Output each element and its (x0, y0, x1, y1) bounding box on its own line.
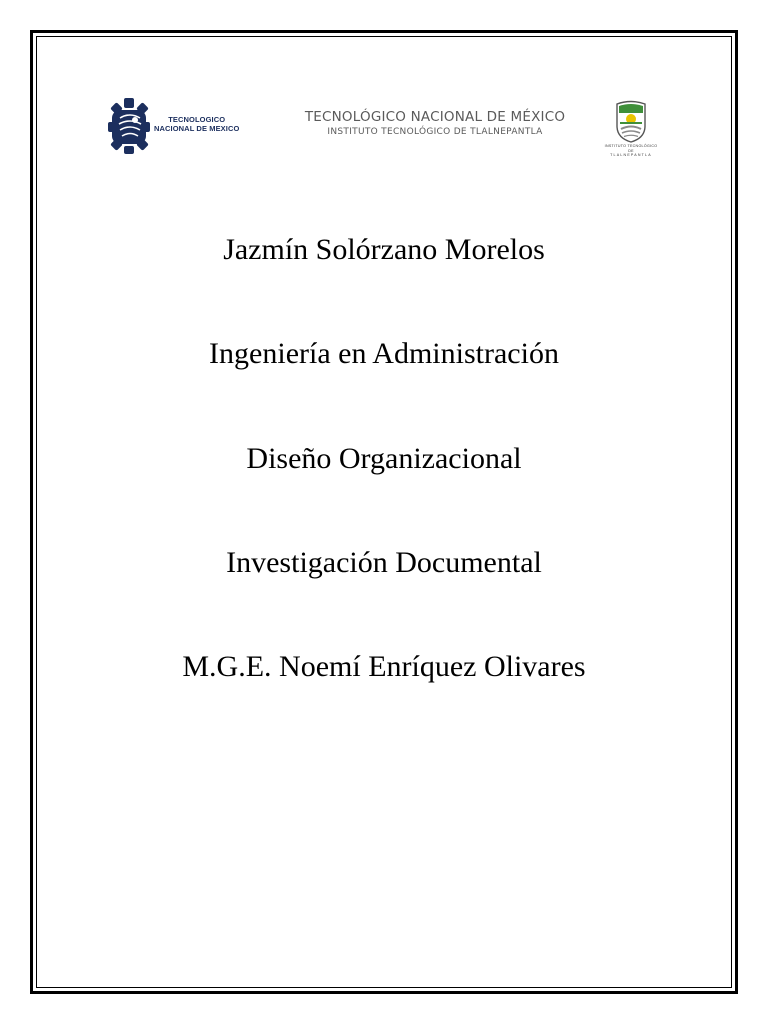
page-border-inner (36, 36, 732, 988)
tecnm-logo-line1: TECNOLOGICO (168, 115, 226, 124)
assignment-title: Investigación Documental (226, 546, 542, 579)
tecnm-logo-text (154, 115, 239, 133)
program-name: Ingeniería en Administración (209, 337, 559, 370)
tecnm-logo (108, 96, 248, 156)
teacher-name: M.G.E. Noemí Enríquez Olivares (182, 650, 586, 683)
student-name: Jazmín Solórzano Morelos (223, 233, 545, 266)
course-name: Diseño Organizacional (246, 442, 522, 475)
tecnm-logo-line2: NACIONAL DE MEXICO (154, 124, 240, 133)
itt-logo (603, 100, 659, 160)
itt-logo-line1: INSTITUTO TECNOLÓGICO DE (604, 144, 658, 153)
campus-name: INSTITUTO TECNOLÓGICO DE TLALNEPANTLA (327, 127, 543, 137)
gear-eagle-icon (108, 96, 152, 156)
itt-logo-text (603, 144, 659, 158)
institution-name: TECNOLÓGICO NACIONAL DE MÉXICO (304, 109, 566, 125)
itt-logo-line2: TLALNEPANTLA (610, 153, 652, 157)
institution-heading (280, 108, 590, 138)
itt-seal-icon (603, 100, 659, 144)
